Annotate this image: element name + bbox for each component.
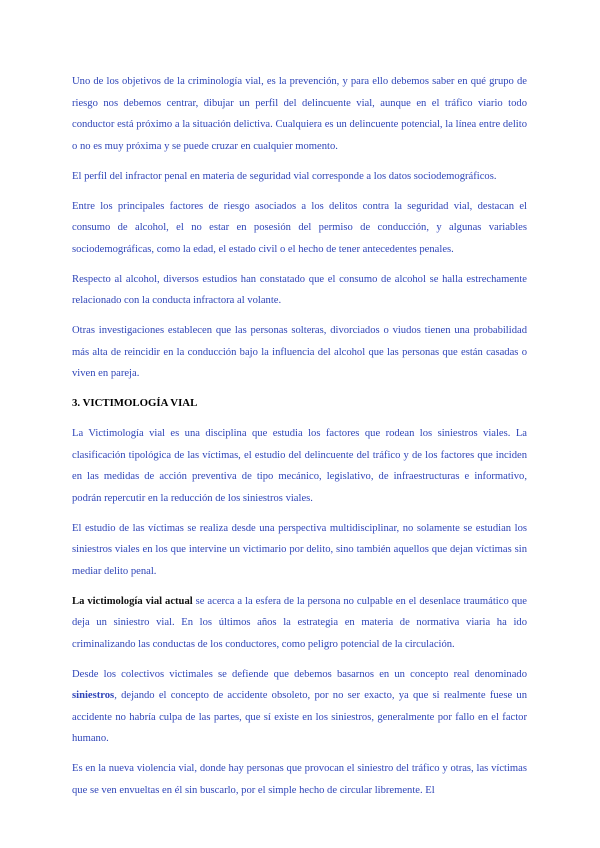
bold-term-victimologia-actual: La victimología vial actual (72, 595, 193, 607)
paragraph-victimologia-actual (72, 591, 527, 656)
paragraph-perfil-infractor: El perfil del infractor penal en materia de seguridad vial corresponde a los datos sociodemográficos. (72, 170, 497, 182)
paragraph-violencia-vial: Es en la nueva violencia vial, donde hay personas que provocan el siniestro del tráfico y otras, las víctimas que se ven envueltas en él sin buscarlo, por el simple hecho de circular libremente. El (72, 763, 527, 796)
paragraph-text: , dejando el concepto de accidente obsoleto, por no ser exacto, ya que si realmente fuese un accidente no habría culpa de las partes, que sí existe en los siniestros, generalmente por fallo en el factor humano. (72, 690, 527, 744)
paragraph-estado-civil: Otras investigaciones establecen que las personas solteras, divorciados o viudos tienen una probabilidad más alta de reincidir en la conducción bajo la influencia del alcohol que las personas que están casadas o viven en pareja. (72, 325, 527, 379)
paragraph-estudio-victimas: El estudio de las víctimas se realiza desde una perspectiva multidisciplinar, no solamente se estudian los siniestros viales en los que intervine un victimario por delito, sino también aquellos que dejan víctimas sin mediar delito penal. (72, 522, 527, 577)
bold-term-siniestros: siniestros (72, 690, 115, 701)
section-heading-victimologia: 3. VICTIMOLOGÍA VIAL (72, 397, 198, 409)
paragraph-victimologia-definicion: La Victimología vial es una disciplina que estudia los factores que rodean los siniestros viales. La clasificación tipológica de las víctimas, el estudio del delincuente del tráfico y de los factores que inciden en las medidas de acción preventiva de tipo mecánico, legislativo, de infraestructuras e informativo, podrán repercutir en la reducción de los siniestros viales. (72, 428, 527, 504)
paragraph-text: se acerca a la esfera de la persona no culpable en el desenlace traumático que deja un siniestro vial. En los últimos años la estrategia en materia de normativa viaria ha ido criminalizando las conductas de los conductores, como peligro potencial de la circulación. (72, 595, 527, 650)
paragraph-colectivos-victimales (72, 664, 527, 750)
paragraph-criminologia-objetivos: Uno de los objetivos de la criminología vial, es la prevención, y para ello debemos saber en qué grupo de riesgo nos debemos centrar, dibujar un perfil del delincuente vial, aunque en el tráfico viario todo conductor está próximo a la situación delictiva. Cualquiera es un delincuente potencial, la línea entre delito o no es muy próxima y se puede cruzar en cualquier momento. (72, 76, 527, 152)
paragraph-factores-riesgo: Entre los principales factores de riesgo asociados a los delitos contra la seguridad vial, destacan el consumo de alcohol, el no estar en posesión del permiso de conducción, y algunas variables sociodemográficas, como la edad, el estado civil o el hecho de tener antecedentes penales. (72, 200, 527, 255)
document-body (72, 71, 527, 810)
paragraph-alcohol: Respecto al alcohol, diversos estudios han constatado que el consumo de alcohol se halla estrechamente relacionado con la conducta infractora al volante. (72, 273, 527, 306)
paragraph-text: Desde los colectivos victimales se defiende que debemos basarnos en un concepto real denominado (72, 668, 527, 680)
